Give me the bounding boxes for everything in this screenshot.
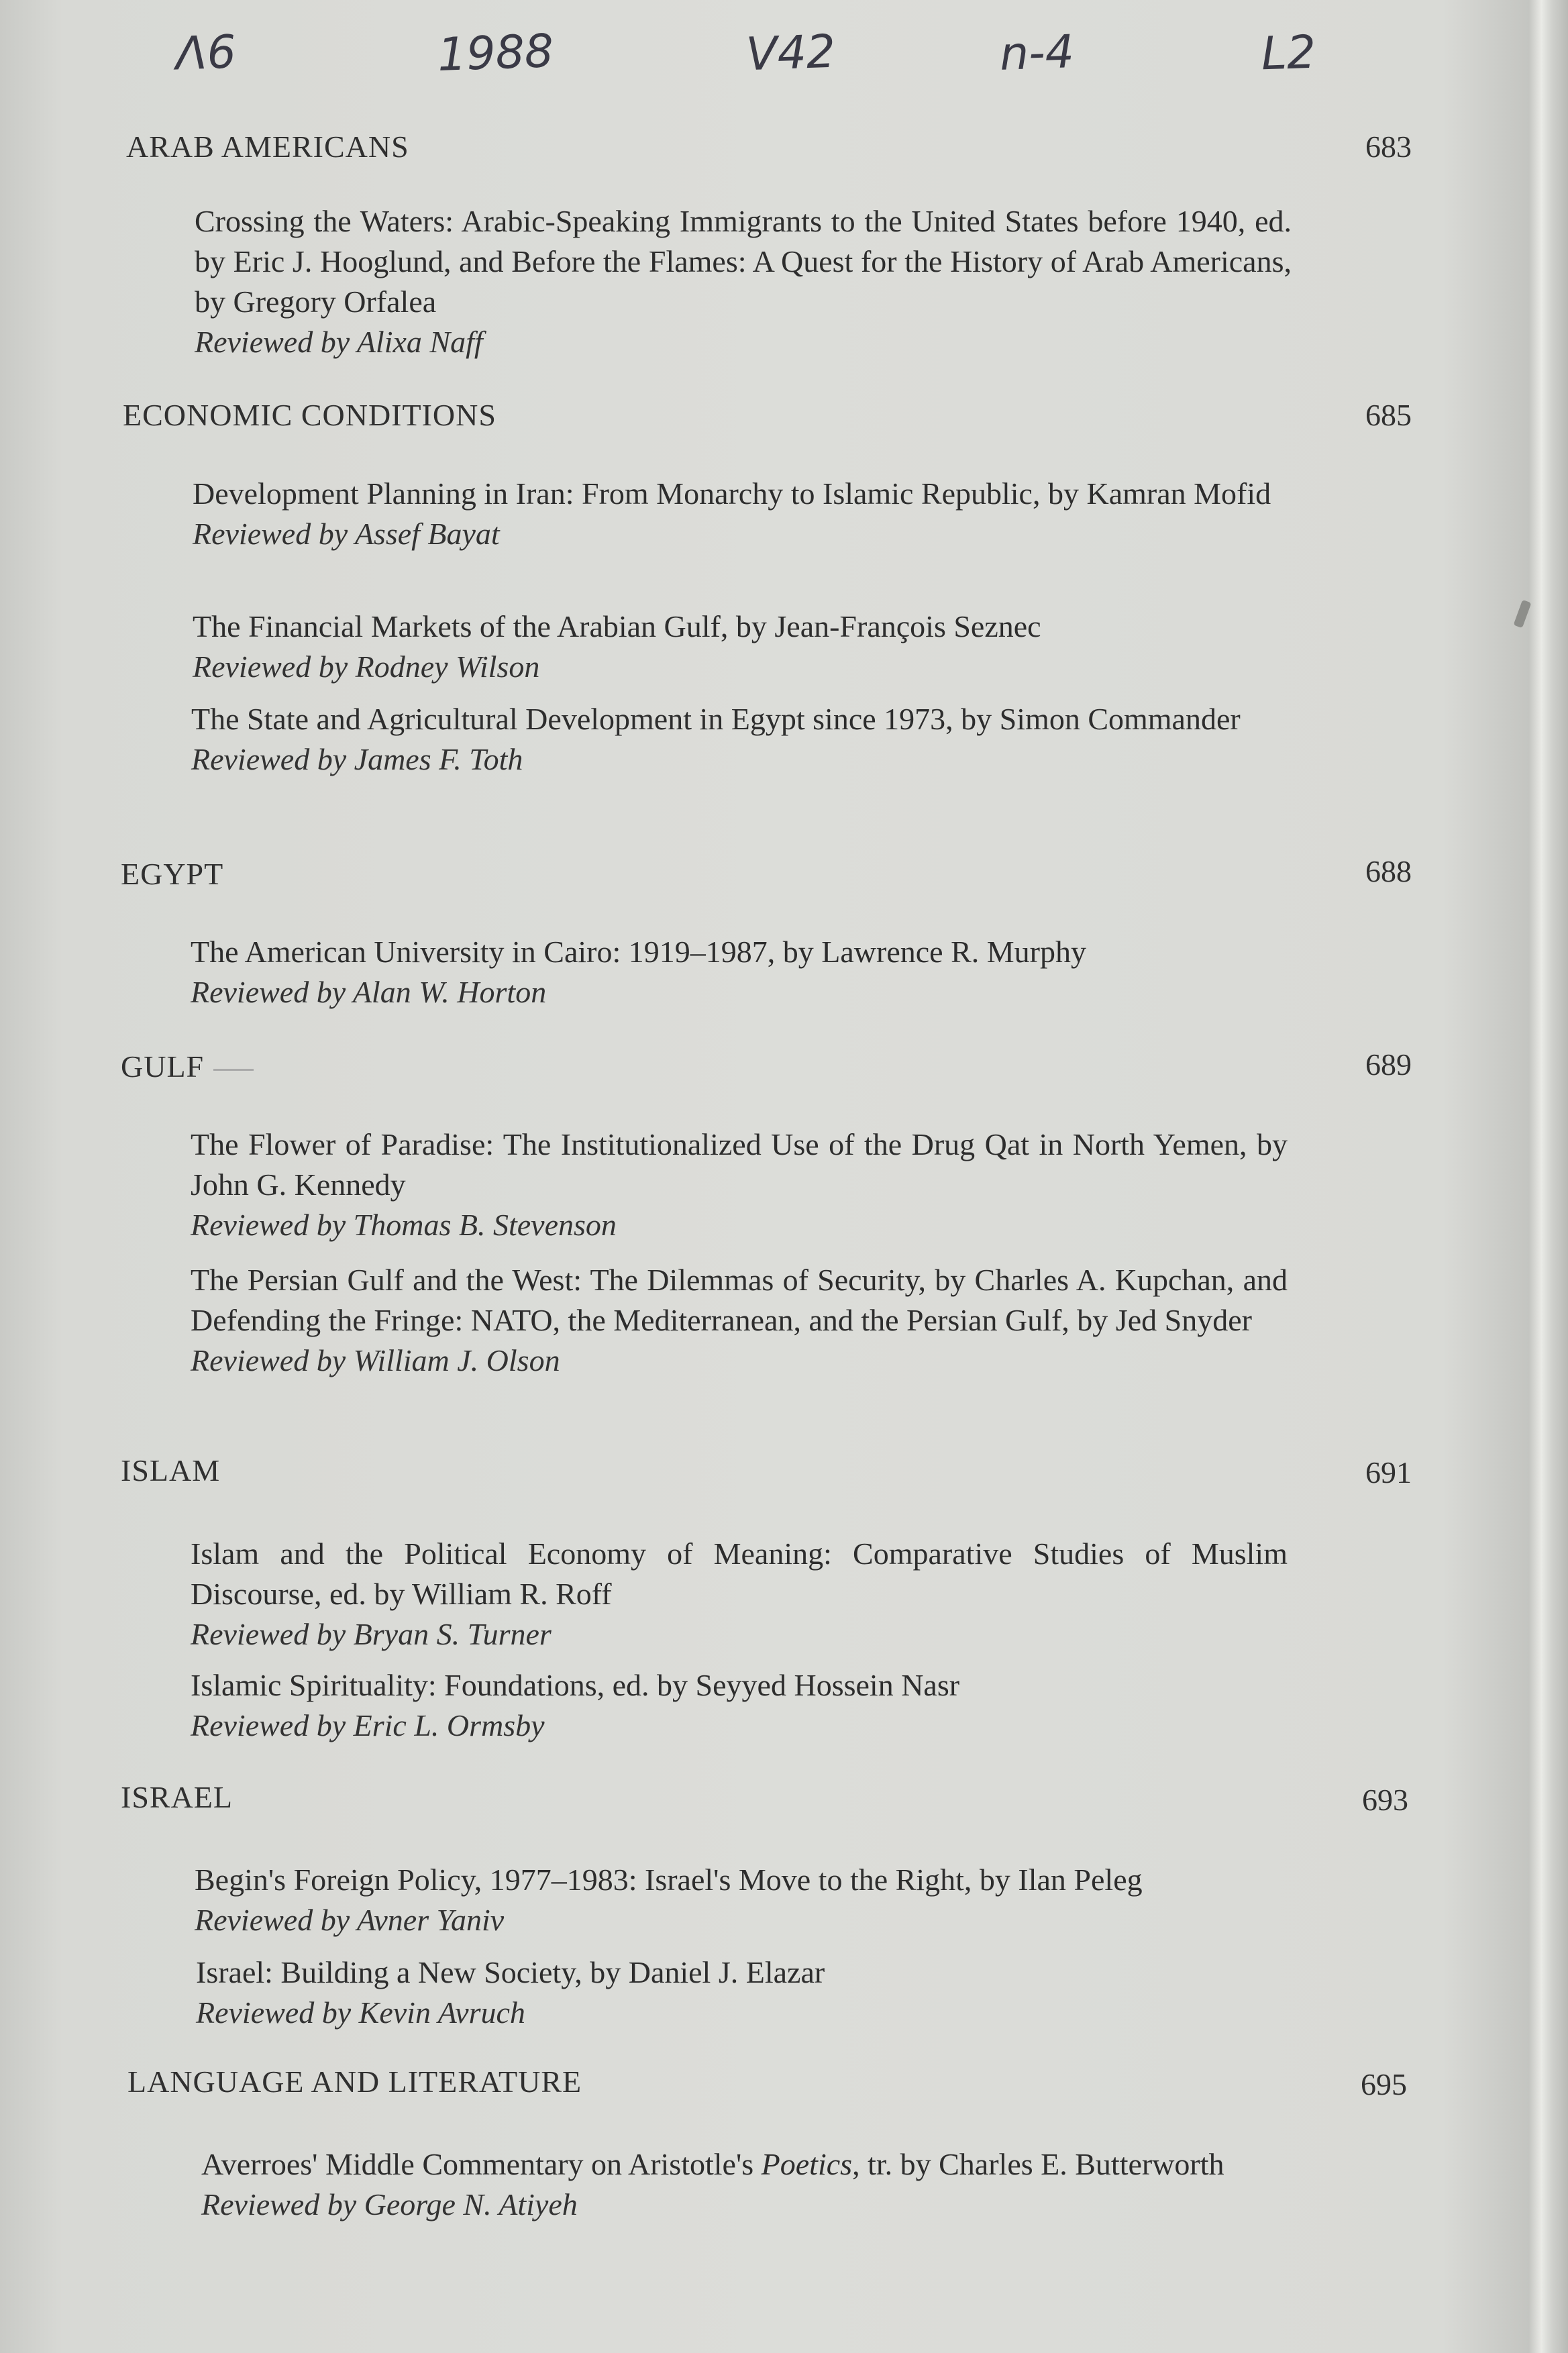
section-heading-text: GULF [121,1049,205,1084]
handwritten-note: 1988 [436,25,555,82]
book-title-italic: Poetics [761,2147,853,2181]
reviewer: Reviewed by Bryan S. Turner [191,1617,552,1651]
section-heading: LANGUAGE AND LITERATURE [127,2064,582,2099]
page-number: 683 [1365,129,1412,164]
handwritten-note: Λ6 [174,25,238,81]
reviewer: Reviewed by William J. Olson [191,1343,560,1377]
reviewer: Reviewed by George N. Atiyeh [201,2187,578,2221]
review-entry [191,932,1288,1012]
review-entry [193,607,1290,687]
review-entry [195,1860,1292,1940]
reviewer: Reviewed by Eric L. Ormsby [191,1708,545,1742]
book-title: The State and Agricultural Development in Egypt since 1973, by Simon Commander [191,702,1241,736]
book-title-part: Averroes' Middle Commentary on Aristotle's [201,2147,762,2181]
book-title: Israel: Building a New Society, by Daniel J. Elazar [196,1955,825,1989]
page-number: 688 [1365,854,1412,888]
reviewer: Reviewed by Alan W. Horton [191,975,547,1009]
book-title: Islam and the Political Economy of Meaning: Comparative Studies of Muslim Discourse, ed. by William R. Roff [191,1536,1288,1611]
book-title: The American University in Cairo: 1919–1987, by Lawrence R. Murphy [191,935,1086,969]
book-title: The Financial Markets of the Arabian Gulf, by Jean-François Seznec [193,609,1041,643]
review-entry [191,1125,1288,1245]
pencil-dash-mark [213,1069,254,1071]
section-heading: EGYPT [121,857,224,891]
book-title [201,2144,1298,2185]
review-entry [201,2144,1298,2225]
review-entry [191,699,1288,780]
book-title: Development Planning in Iran: From Monarchy to Islamic Republic, by Kamran Mofid [193,476,1271,511]
review-entry [193,474,1290,554]
reviewer: Reviewed by Assef Bayat [193,517,500,551]
handwritten-note: L2 [1260,25,1317,81]
reviewer: Reviewed by Avner Yaniv [195,1903,505,1937]
book-title: The Persian Gulf and the West: The Dilemmas of Security, by Charles A. Kupchan, and Defending the Fringe: NATO, the Mediterranean, and the Persian Gulf, by Jed Snyder [191,1263,1288,1337]
reviewer: Reviewed by Thomas B. Stevenson [191,1208,617,1242]
review-entry [191,1665,1288,1746]
review-entry [191,1534,1288,1655]
handwritten-note: V42 [745,25,837,82]
review-entry [191,1260,1288,1381]
section-heading [121,1049,254,1084]
book-title: Islamic Spirituality: Foundations, ed. by Seyyed Hossein Nasr [191,1668,960,1702]
section-heading: ISLAM [121,1453,221,1487]
page-number: 689 [1365,1047,1412,1082]
book-title: Begin's Foreign Policy, 1977–1983: Israel's Move to the Right, by Ilan Peleg [195,1863,1143,1897]
page-number: 695 [1361,2067,1407,2101]
reviewer: Reviewed by Alixa Naff [195,325,483,359]
book-title-part: , tr. by Charles E. Butterworth [852,2147,1224,2181]
book-title: The Flower of Paradise: The Institutionalized Use of the Drug Qat in North Yemen, by John G. Kennedy [191,1127,1288,1202]
section-heading: ECONOMIC CONDITIONS [123,398,496,432]
section-heading: ISRAEL [121,1780,233,1814]
handwritten-note: n-4 [998,25,1076,81]
review-entry [196,1952,1293,2033]
section-heading: ARAB AMERICANS [126,129,409,164]
reviewer: Reviewed by Kevin Avruch [196,1995,525,2030]
reviewer: Reviewed by James F. Toth [191,742,523,776]
book-title: Crossing the Waters: Arabic-Speaking Immigrants to the United States before 1940, ed. by Eric J. Hooglund, and Before the Flames: A Quest for the History of Arab Americans, by Gregory Orfalea [195,204,1292,319]
page-number: 691 [1365,1455,1412,1489]
reviewer: Reviewed by Rodney Wilson [193,649,540,684]
page-number: 685 [1365,398,1412,432]
page-number: 693 [1362,1783,1408,1817]
review-entry [195,201,1292,362]
